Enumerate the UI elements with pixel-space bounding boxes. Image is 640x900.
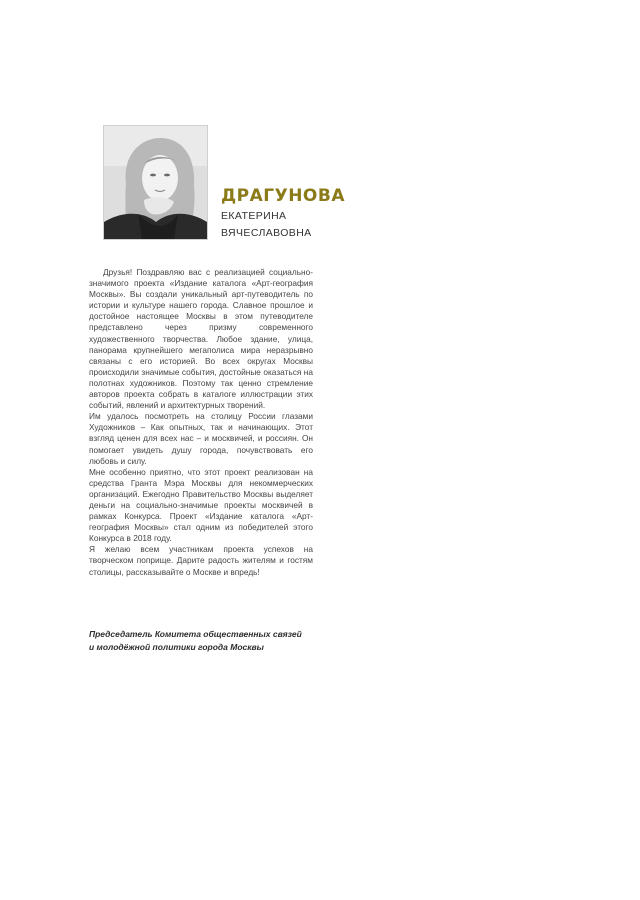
signature-block [89, 628, 349, 654]
author-surname: ДРАГУНОВА [221, 186, 345, 206]
signature-line: и молодёжной политики города Москвы [89, 642, 264, 652]
paragraph: Друзья! Поздравляю вас с реализацией социально-значимого проекта «Издание каталога «Арт-география Москвы». Вы создали уникальный арт-путеводитель по истории и культуре нашего города. Славное прошлое и достойное настоящее Москвы в этом путеводителе представлено через призму современного художественного творчества. Любое здание, улица, панорама крупнейшего мегаполиса мира неразрывно связаны с его историей. Во всех округах Москвы происходили значимые события, достойные оказаться на полотнах художников. Поэтому так ценно стремление авторов проекта собрать в каталоге иллюстрации этих событий, явлений и архитектурных творений. [89, 267, 313, 411]
paragraph: Им удалось посмотреть на столицу России глазами Художников – Как опытных, так и начинающих. Этот взгляд ценен для всех нас – и москвичей, и россиян. Он помогает увидеть душу города, почувствовать его любовь и силу. [89, 411, 313, 466]
paragraph: Мне особенно приятно, что этот проект реализован на средства Гранта Мэра Москвы для некоммерческих организаций. Ежегодно Правительство Москвы выделяет деньги на социально-значимые проекты москвичей в рамках Конкурса. Проект «Издание каталога «Арт-география Москвы» стал одним из победителей этого Конкурса в 2018 году. [89, 466, 313, 544]
author-patronymic: ВЯЧЕСЛАВОВНА [221, 227, 312, 239]
author-first-name: ЕКАТЕРИНА [221, 210, 287, 222]
paragraph: Я желаю всем участникам проекта успехов на творческом поприще. Дарите радость жителям и гостям столицы, рассказывайте о Москве и впредь! [89, 544, 313, 577]
portrait-image [104, 126, 207, 239]
greeting-text [89, 267, 313, 578]
signature-line: Председатель Комитета общественных связей [89, 629, 302, 639]
author-portrait [103, 125, 208, 240]
